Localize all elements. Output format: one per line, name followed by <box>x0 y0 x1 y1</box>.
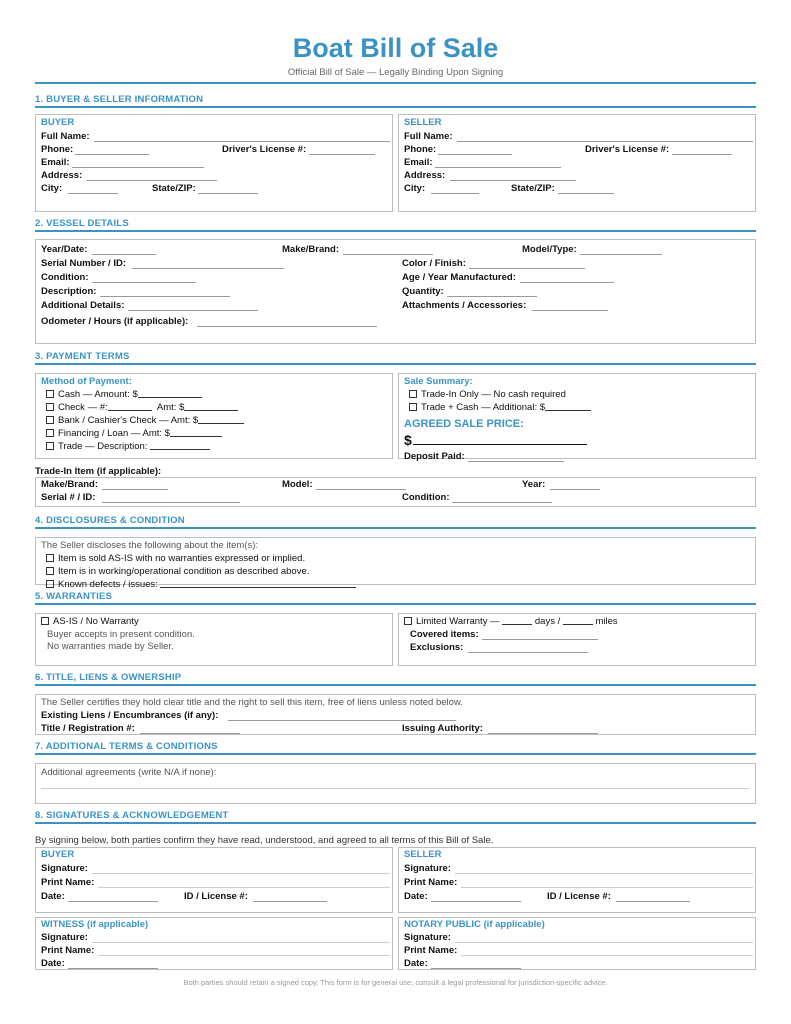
bank-checkbox[interactable] <box>46 416 54 424</box>
tradein-year-label: Year: <box>522 479 546 490</box>
section-divider <box>35 230 756 232</box>
warranty-exclusions-field[interactable] <box>468 652 588 653</box>
document-title: Boat Bill of Sale <box>292 33 499 63</box>
sale-summary-heading: Sale Summary: <box>404 376 473 387</box>
vessel-age-field[interactable] <box>520 282 614 283</box>
seller-state-zip-label: State/ZIP: <box>511 183 555 194</box>
warranty-limited[interactable]: Limited Warranty — days / miles <box>404 616 618 627</box>
vessel-make-label: Make/Brand: <box>282 244 340 255</box>
signatures-intro: By signing below, both parties confirm they have read, understood, and agreed to all terms of this Bill of Sale. <box>35 835 494 846</box>
as-is-checkbox[interactable] <box>46 554 54 562</box>
seller-license-field[interactable] <box>672 154 732 155</box>
vessel-description-field[interactable] <box>100 296 230 297</box>
agreed-price-field[interactable] <box>413 444 587 445</box>
buyer-address-label: Address: <box>41 170 83 181</box>
notary-heading: NOTARY PUBLIC (if applicable) <box>404 919 545 930</box>
witness-heading: WITNESS (if applicable) <box>41 919 149 930</box>
seller-city-label: City: <box>404 183 426 194</box>
disclosure-working[interactable]: Item is in working/operational condition as described above. <box>46 566 309 577</box>
section-divider <box>35 527 756 529</box>
buyer-heading: BUYER <box>41 117 75 128</box>
seller-signature-heading: SELLER <box>404 849 442 860</box>
warranty-covered-label: Covered items: <box>410 629 479 640</box>
seller-city-field[interactable] <box>431 193 479 194</box>
notary-signature-field[interactable] <box>455 942 753 943</box>
seller-signature-field[interactable] <box>455 873 753 874</box>
tradein-serial-label: Serial # / ID: <box>41 492 96 503</box>
tradein-heading: Trade-In Item (if applicable): <box>35 466 162 477</box>
buyer-date-field[interactable] <box>68 901 158 902</box>
payment-option-financing[interactable]: Financing / Loan — Amt: $ <box>46 428 222 439</box>
warranty-covered-field[interactable] <box>482 639 598 640</box>
vessel-model-label: Model/Type: <box>522 244 577 255</box>
seller-phone-field[interactable] <box>438 154 512 155</box>
seller-id-label: ID / License #: <box>547 891 611 902</box>
section-heading-terms: 7. ADDITIONAL TERMS & CONDITIONS <box>35 741 218 752</box>
vessel-description-label: Description: <box>41 286 97 297</box>
payment-method-heading: Method of Payment: <box>41 376 132 387</box>
vessel-odometer-field[interactable] <box>197 326 377 327</box>
seller-id-field[interactable] <box>616 901 690 902</box>
warranty-accept-text: Buyer accepts in present condition. <box>47 629 195 640</box>
buyer-state-zip-label: State/ZIP: <box>152 183 196 194</box>
limited-warranty-checkbox[interactable] <box>404 617 412 625</box>
section-divider <box>35 603 756 605</box>
section-divider <box>35 753 756 755</box>
witness-date-label: Date: <box>41 958 65 969</box>
buyer-print-name-field[interactable] <box>98 887 390 888</box>
buyer-date-label: Date: <box>41 891 65 902</box>
registration-label: Title / Registration #: <box>41 723 135 734</box>
additional-terms-line[interactable] <box>41 788 749 789</box>
working-checkbox[interactable] <box>46 567 54 575</box>
tradein-serial-field[interactable] <box>102 502 240 503</box>
disclosure-defects[interactable]: Known defects / issues: <box>46 579 356 590</box>
witness-signature-field[interactable] <box>92 942 390 943</box>
vessel-quantity-field[interactable] <box>447 296 537 297</box>
trade-only-checkbox[interactable] <box>409 390 417 398</box>
section-heading-buyer-seller: 1. BUYER & SELLER INFORMATION <box>35 94 204 105</box>
trade-cash-checkbox[interactable] <box>409 403 417 411</box>
vessel-quantity-label: Quantity: <box>402 286 444 297</box>
section-divider <box>35 363 756 365</box>
section-divider <box>35 106 756 108</box>
buyer-license-field[interactable] <box>309 154 375 155</box>
vessel-age-label: Age / Year Manufactured: <box>402 272 516 283</box>
vessel-color-field[interactable] <box>469 268 585 269</box>
buyer-full-name-label: Full Name: <box>41 131 90 142</box>
witness-signature-label: Signature: <box>41 932 88 943</box>
seller-full-name-label: Full Name: <box>404 131 453 142</box>
section-heading-payment: 3. PAYMENT TERMS <box>35 351 130 362</box>
cash-checkbox[interactable] <box>46 390 54 398</box>
title-intro: The Seller certifies they hold clear title and the right to sell this item, free of liens unless noted below. <box>41 697 463 708</box>
section-divider <box>35 822 756 824</box>
notary-signature-label: Signature: <box>404 932 451 943</box>
disclosures-intro: The Seller discloses the following about the item(s): <box>41 540 259 551</box>
buyer-city-label: City: <box>41 183 63 194</box>
additional-terms-note: Additional agreements (write N/A if none): <box>41 767 217 778</box>
vessel-make-field[interactable] <box>343 254 433 255</box>
seller-print-name-label: Print Name: <box>404 877 458 888</box>
seller-address-label: Address: <box>404 170 446 181</box>
witness-print-name-field[interactable] <box>98 955 390 956</box>
agreed-price-dollar: $ <box>404 432 412 448</box>
seller-date-label: Date: <box>404 891 428 902</box>
buyer-full-name-field[interactable] <box>94 141 390 142</box>
payment-option-trade[interactable]: Trade — Description: <box>46 441 210 452</box>
seller-info-box <box>398 114 756 212</box>
buyer-city-field[interactable] <box>68 193 118 194</box>
title-divider <box>35 82 756 84</box>
section-heading-warranties: 5. WARRANTIES <box>35 591 113 602</box>
vessel-serial-field[interactable] <box>132 268 284 269</box>
notary-date-field[interactable] <box>431 968 521 969</box>
tradein-make-field[interactable] <box>102 489 168 490</box>
buyer-email-label: Email: <box>41 157 70 168</box>
notary-date-label: Date: <box>404 958 428 969</box>
section-heading-vessel: 2. VESSEL DETAILS <box>35 218 129 229</box>
buyer-signature-field[interactable] <box>92 873 390 874</box>
tradein-model-field[interactable] <box>316 489 406 490</box>
buyer-id-field[interactable] <box>253 901 327 902</box>
disclosure-as-is[interactable]: Item is sold AS-IS with no warranties expressed or implied. <box>46 553 305 564</box>
section-heading-title: 6. TITLE, LIENS & OWNERSHIP <box>35 672 182 683</box>
deposit-label: Deposit Paid: <box>404 451 465 462</box>
seller-email-label: Email: <box>404 157 433 168</box>
payment-option-check[interactable]: Check — #: Amt: $ <box>46 402 238 413</box>
vessel-condition-label: Condition: <box>41 272 89 283</box>
buyer-signature-label: Signature: <box>41 863 88 874</box>
deposit-field[interactable] <box>468 461 564 462</box>
witness-date-field[interactable] <box>68 968 158 969</box>
payment-option-bank[interactable]: Bank / Cashier's Check — Amt: $ <box>46 415 244 426</box>
authority-label: Issuing Authority: <box>402 723 483 734</box>
buyer-print-name-label: Print Name: <box>41 877 95 888</box>
seller-print-name-field[interactable] <box>461 887 753 888</box>
seller-date-field[interactable] <box>431 901 521 902</box>
vessel-color-label: Color / Finish: <box>402 258 466 269</box>
financing-checkbox[interactable] <box>46 429 54 437</box>
vessel-year-field[interactable] <box>92 254 156 255</box>
notary-print-name-field[interactable] <box>461 955 753 956</box>
tradein-year-field[interactable] <box>550 489 600 490</box>
vessel-additional-field[interactable] <box>128 310 258 311</box>
as-is-warranty-checkbox[interactable] <box>41 617 49 625</box>
seller-email-field[interactable] <box>435 167 561 168</box>
seller-full-name-field[interactable] <box>457 141 753 142</box>
vessel-model-field[interactable] <box>580 254 662 255</box>
seller-address-field[interactable] <box>450 180 576 181</box>
warranty-exclusions-label: Exclusions: <box>410 642 464 653</box>
summary-option-trade-only[interactable]: Trade-In Only — No cash required <box>409 389 566 400</box>
tradein-make-label: Make/Brand: <box>41 479 99 490</box>
trade-checkbox[interactable] <box>46 442 54 450</box>
vessel-additional-label: Additional Details: <box>41 300 125 311</box>
vessel-attachments-field[interactable] <box>532 310 608 311</box>
payment-option-cash[interactable]: Cash — Amount: $ <box>46 389 202 400</box>
liens-label: Existing Liens / Encumbrances (if any): <box>41 710 219 721</box>
seller-signature-label: Signature: <box>404 863 451 874</box>
vessel-attachments-label: Attachments / Accessories: <box>402 300 527 311</box>
buyer-state-zip-field[interactable] <box>198 193 258 194</box>
liens-field[interactable] <box>228 720 456 721</box>
seller-heading: SELLER <box>404 117 442 128</box>
buyer-signature-heading: BUYER <box>41 849 75 860</box>
defects-checkbox[interactable] <box>46 580 54 588</box>
warranty-as-is[interactable]: AS-IS / No Warranty <box>41 616 139 627</box>
section-divider <box>35 684 756 686</box>
summary-option-trade-cash[interactable]: Trade + Cash — Additional: $ <box>409 402 591 413</box>
notary-print-name-label: Print Name: <box>404 945 458 956</box>
section-heading-disclosures: 4. DISCLOSURES & CONDITION <box>35 515 185 526</box>
buyer-license-label: Driver's License #: <box>222 144 307 155</box>
document-subtitle: Official Bill of Sale — Legally Binding Upon Signing <box>287 67 504 78</box>
vessel-odometer-label: Odometer / Hours (if applicable): <box>41 316 189 327</box>
authority-field[interactable] <box>488 733 598 734</box>
check-checkbox[interactable] <box>46 403 54 411</box>
seller-license-label: Driver's License #: <box>585 144 670 155</box>
warranty-none-text: No warranties made by Seller. <box>47 641 174 652</box>
vessel-serial-label: Serial Number / ID: <box>41 258 126 269</box>
buyer-phone-label: Phone: <box>41 144 74 155</box>
buyer-address-field[interactable] <box>87 180 217 181</box>
vessel-condition-field[interactable] <box>92 282 196 283</box>
tradein-condition-label: Condition: <box>402 492 450 503</box>
tradein-model-label: Model: <box>282 479 313 490</box>
buyer-phone-field[interactable] <box>75 154 149 155</box>
footer-note: Both parties should retain a signed copy. This form is for general use; consult a legal professional for jurisdiction-specific advice. <box>183 978 608 987</box>
seller-phone-label: Phone: <box>404 144 437 155</box>
buyer-info-box <box>35 114 393 212</box>
witness-print-name-label: Print Name: <box>41 945 95 956</box>
agreed-price-label: AGREED SALE PRICE: <box>404 418 524 430</box>
section-heading-signatures: 8. SIGNATURES & ACKNOWLEDGEMENT <box>35 810 229 821</box>
vessel-year-label: Year/Date: <box>41 244 88 255</box>
buyer-email-field[interactable] <box>72 167 204 168</box>
seller-state-zip-field[interactable] <box>558 193 614 194</box>
registration-field[interactable] <box>140 733 240 734</box>
buyer-id-label: ID / License #: <box>184 891 248 902</box>
tradein-condition-field[interactable] <box>452 502 552 503</box>
